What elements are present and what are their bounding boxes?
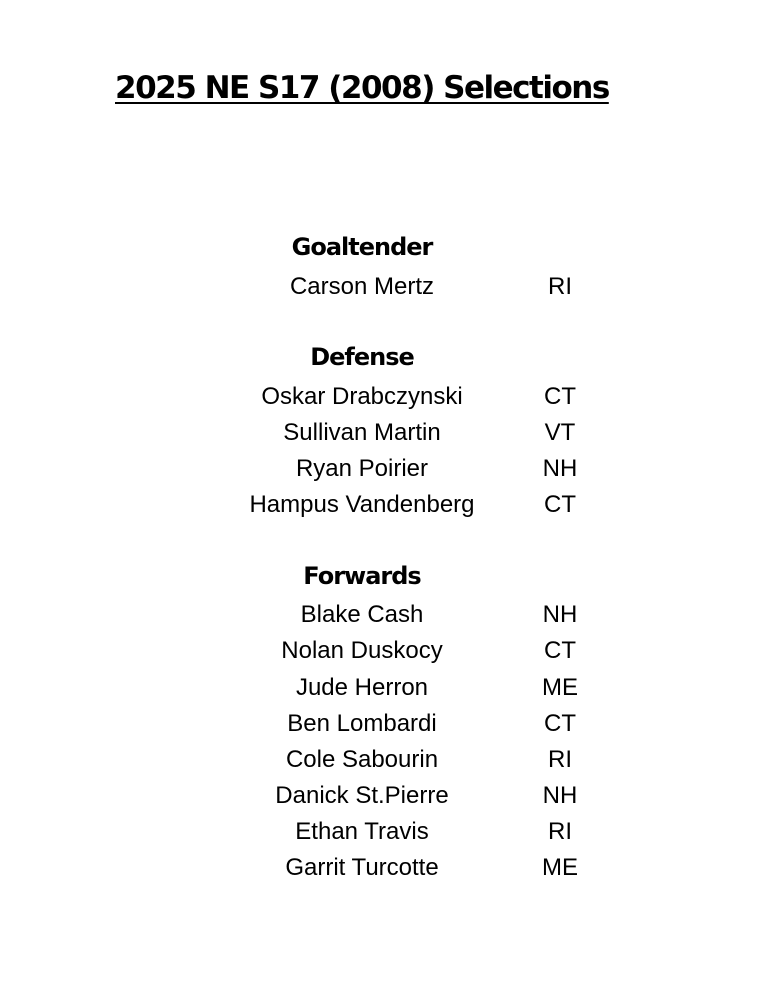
player-state: ME xyxy=(542,674,578,701)
player-state: ME xyxy=(542,854,578,881)
player-name: Ethan Travis xyxy=(295,818,429,845)
player-name: Jude Herron xyxy=(295,674,429,701)
player-state: RI xyxy=(548,273,572,300)
section-heading-forwards: Forwards xyxy=(303,562,421,590)
player-state: NH xyxy=(542,455,578,482)
player-row xyxy=(0,383,758,413)
player-row xyxy=(0,637,758,667)
player-name: Ben Lombardi xyxy=(287,710,437,737)
player-state: CT xyxy=(544,383,576,410)
player-row xyxy=(0,710,758,740)
player-state: CT xyxy=(544,710,576,737)
player-name: Cole Sabourin xyxy=(285,746,439,773)
player-name: Blake Cash xyxy=(300,601,424,628)
player-row xyxy=(0,419,758,449)
player-state: CT xyxy=(544,637,576,664)
player-state: NH xyxy=(542,601,578,628)
player-row xyxy=(0,782,758,812)
player-row xyxy=(0,601,758,631)
player-name: Ryan Poirier xyxy=(295,455,429,482)
player-name: Carson Mertz xyxy=(289,273,435,300)
player-state: RI xyxy=(548,746,572,773)
player-row xyxy=(0,273,758,303)
player-row xyxy=(0,818,758,848)
player-state: CT xyxy=(544,491,576,518)
player-name: Hampus Vandenberg xyxy=(249,491,475,518)
player-row xyxy=(0,455,758,485)
player-row xyxy=(0,746,758,776)
player-row xyxy=(0,674,758,704)
player-name: Nolan Duskocy xyxy=(281,637,443,664)
page-title: 2025 NE S17 (2008) Selections xyxy=(115,70,609,106)
player-name: Sullivan Martin xyxy=(283,419,441,446)
section-heading-goaltender: Goaltender xyxy=(291,233,433,261)
section-heading-defense: Defense xyxy=(310,343,414,371)
player-state: NH xyxy=(542,782,578,809)
player-name: Oskar Drabczynski xyxy=(261,383,463,410)
player-state: RI xyxy=(548,818,572,845)
player-state: VT xyxy=(544,419,576,446)
player-row xyxy=(0,854,758,884)
player-name: Danick St.Pierre xyxy=(275,782,449,809)
player-row xyxy=(0,491,758,521)
player-name: Garrit Turcotte xyxy=(285,854,439,881)
